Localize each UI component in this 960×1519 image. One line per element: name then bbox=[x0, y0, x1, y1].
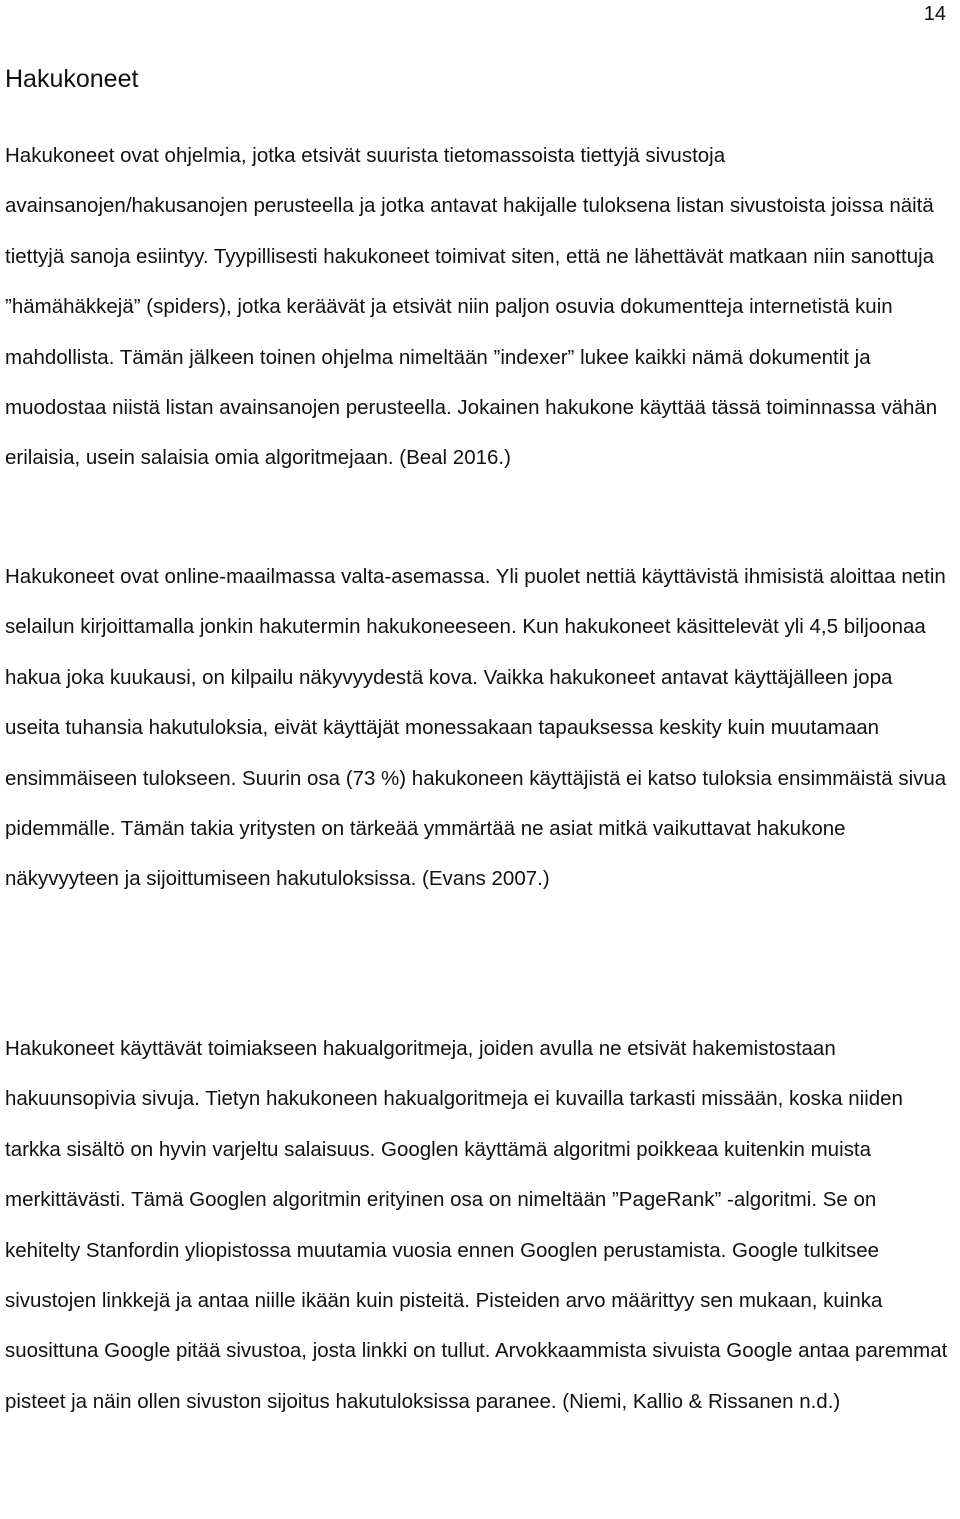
paragraph-1: Hakukoneet ovat ohjelmia, jotka etsivät suurista tietomassoista tiettyjä sivustoja avainsanojen/hakusanojen perusteella ja jotka antavat hakijalle tuloksena listan sivustoista joissa näitä tiettyjä sanoja esiintyy. Tyypillisesti hakukoneet toimivat siten, että ne lähettävät matkaan niin sanottuja ”hämähäkkejä” (spiders), jotka keräävät ja etsivät niin paljon osuvia dokumentteja internetistä kuin mahdollista. Tämän jälkeen toinen ohjelma nimeltään ”indexer” lukee kaikki nämä dokumentit ja muodostaa niistä listan avainsanojen perusteella. Jokainen hakukone käyttää tässä toiminnassa vähän erilaisia, usein salaisia omia algoritmejaan. (Beal 2016.) bbox=[5, 144, 938, 470]
section-heading: Hakukoneet bbox=[5, 65, 139, 93]
paragraph-3: Hakukoneet käyttävät toimiakseen hakualgoritmeja, joiden avulla ne etsivät hakemistostaan hakuunsopivia sivuja. Tietyn hakukoneen hakualgoritmeja ei kuvailla tarkasti missään, koska niiden tarkka sisältö on hyvin varjeltu salaisuus. Googlen käyttämä algoritmi poikkeaa kuitenkin muista merkittävästi. Tämä Googlen algoritmin erityinen osa on nimeltään ”PageRank” -algoritmi. Se on kehitelty Stanfordin yliopistossa muutamia vuosia ennen Googlen perustamista. Google tulkitsee sivustojen linkkejä ja antaa niille ikään kuin pisteitä. Pisteiden arvo määrittyy sen mukaan, kuinka suosittuna Google pitää sivustoa, josta linkki on tullut. Arvokkaammista sivuista Google antaa paremmat pisteet ja näin ollen sivuston sijoitus hakutuloksissa paranee. (Niemi, Kallio & Rissanen n.d.) bbox=[5, 1037, 948, 1413]
paragraph-2: Hakukoneet ovat online-maailmassa valta-asemassa. Yli puolet nettiä käyttävistä ihmisistä aloittaa netin selailun kirjoittamalla jonkin hakutermin hakukoneeseen. Kun hakukoneet käsittelevät yli 4,5 biljoonaa hakua joka kuukausi, on kilpailu näkyvyydestä kova. Vaikka hakukoneet antavat käyttäjälleen jopa useita tuhansia hakutuloksia, eivät käyttäjät monessakaan tapauksessa keskity kuin muutamaan ensimmäiseen tulokseen. Suurin osa (73 %) hakukoneen käyttäjistä ei katso tuloksia ensimmäistä sivua pidemmälle. Tämän takia yritysten on tärkeää ymmärtää ne asiat mitkä vaikuttavat hakukone näkyvyyteen ja sijoittumiseen hakutuloksissa. (Evans 2007.) bbox=[5, 565, 947, 891]
page-number: 14 bbox=[923, 3, 946, 25]
